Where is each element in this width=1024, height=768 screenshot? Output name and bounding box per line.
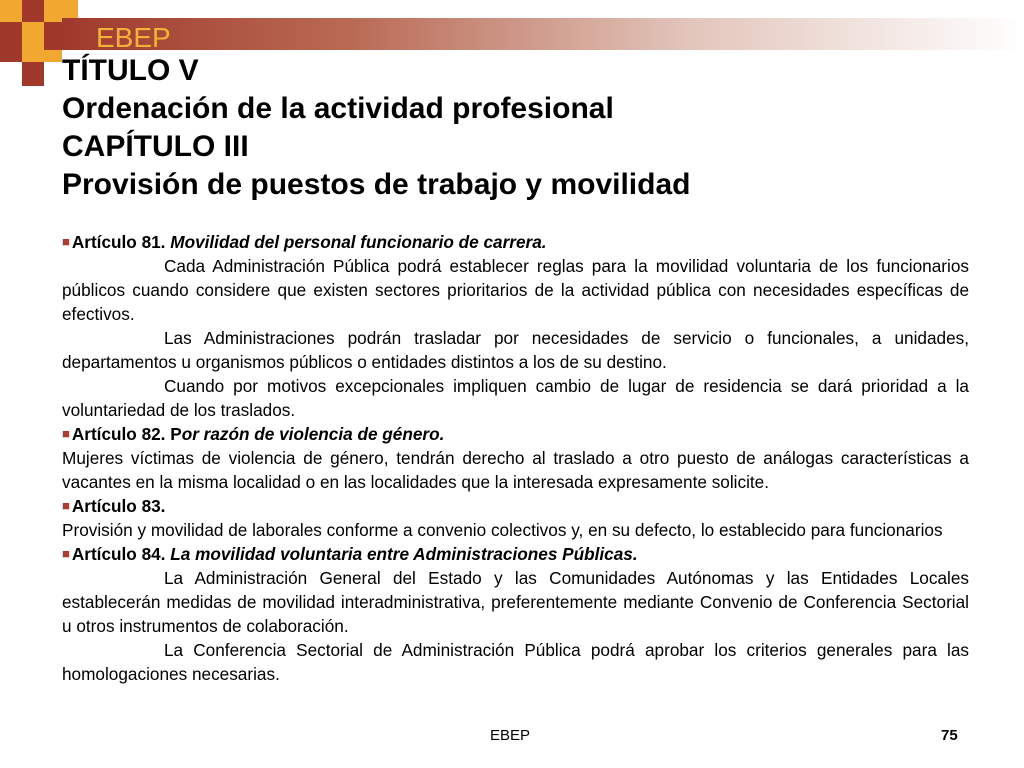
page-number: 75 — [941, 727, 958, 744]
paragraph: Provisión y movilidad de laborales conforme a convenio colectivos y, en su defecto, lo establecido para funcionarios — [62, 520, 943, 540]
paragraph: La Conferencia Sectorial de Administración Pública podrá aprobar los criterios generales para las homologaciones necesarias. — [62, 640, 969, 684]
article-label: Artículo 84. — [71, 544, 166, 564]
decorative-square-icon — [62, 0, 78, 18]
article-label: Artículo 83. — [71, 496, 166, 516]
decorative-square-icon — [44, 50, 62, 62]
square-bullet-icon: ■ — [62, 546, 70, 561]
article-title: La movilidad voluntaria entre Administraciones Públicas. — [170, 544, 638, 564]
decorative-square-icon — [0, 0, 22, 22]
paragraph: Cada Administración Pública podrá establecer reglas para la movilidad voluntaria de los funcionarios públicos cuando considere que existen sectores prioritarios de la actividad pública con necesidades específicas de efectivos. — [62, 256, 969, 324]
slide-heading — [62, 52, 962, 204]
paragraph: Las Administraciones podrán trasladar por necesidades de servicio o funcionales, a unidades, departamentos u organismos públicos o entidades distintos a los de su destino. — [62, 328, 969, 372]
square-bullet-icon: ■ — [62, 234, 70, 249]
decorative-square-icon — [0, 22, 22, 62]
square-bullet-icon: ■ — [62, 498, 70, 513]
article-84-heading — [62, 542, 969, 566]
footer-text: EBEP — [490, 727, 531, 744]
decorative-square-icon — [44, 0, 62, 22]
article-label: Artículo 81. — [71, 232, 166, 252]
article-83-heading — [62, 494, 969, 518]
decorative-square-icon — [44, 22, 62, 50]
decorative-square-icon — [22, 62, 44, 86]
decorative-square-icon — [22, 22, 44, 62]
titulo-label: TÍTULO V — [62, 54, 199, 87]
header-banner — [62, 18, 1024, 50]
article-label: Artículo 82. P — [71, 424, 182, 444]
paragraph: La Administración General del Estado y las Comunidades Autónomas y las Entidades Locales establecerán medidas de movilidad interadministrativa, preferentemente mediante Convenio de Conferencia Sectorial u otros instrumentos de colaboración. — [62, 568, 969, 636]
article-81-heading — [62, 230, 969, 254]
paragraph: Cuando por motivos excepcionales impliquen cambio de lugar de residencia se dará prioridad a la voluntariedad de los traslados. — [62, 376, 969, 420]
paragraph: Mujeres víctimas de violencia de género, tendrán derecho al traslado a otro puesto de análogas características a vacantes en la misma localidad o en las localidades que la interesada expresamente solicite. — [62, 448, 969, 492]
square-bullet-icon: ■ — [62, 426, 70, 441]
decorative-square-icon — [22, 0, 44, 22]
capitulo-label: CAPÍTULO III — [62, 130, 249, 163]
article-title: Movilidad del personal funcionario de carrera. — [170, 232, 547, 252]
article-82-heading — [62, 422, 969, 446]
capitulo-name: Provisión de puestos de trabajo y movilidad — [62, 168, 691, 201]
titulo-name: Ordenación de la actividad profesional — [62, 92, 614, 125]
slide-body — [62, 230, 969, 686]
article-title: or razón de violencia de género. — [181, 424, 445, 444]
app-title: EBEP — [96, 22, 171, 53]
